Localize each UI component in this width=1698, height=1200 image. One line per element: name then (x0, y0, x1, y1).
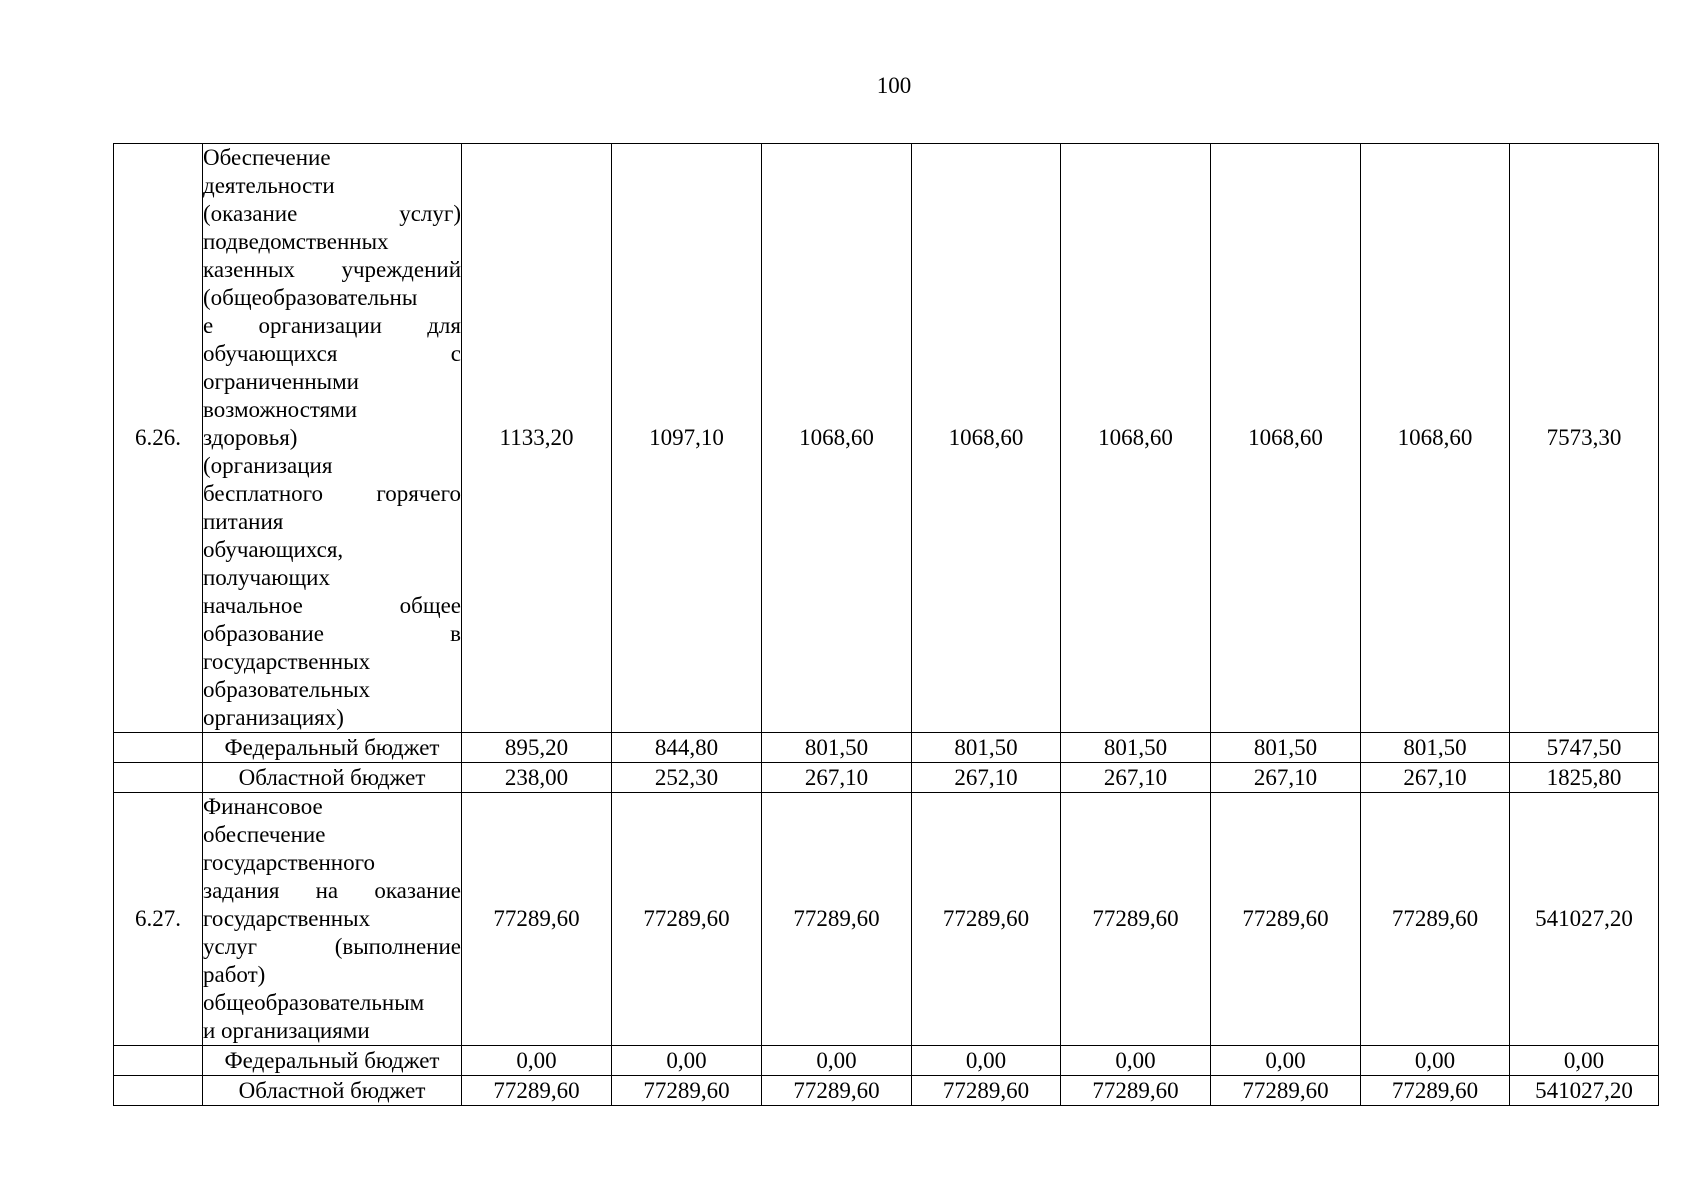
description-line: подведомственных (203, 229, 389, 254)
description-line: деятельности (203, 173, 335, 198)
item-number: 6.27. (114, 793, 203, 1046)
value-cell: 1068,60 (1211, 144, 1361, 733)
value-cell: 0,00 (1061, 1046, 1211, 1076)
item-description (203, 793, 462, 1046)
value-cell: 0,00 (462, 1046, 612, 1076)
description-line: обучающихся, (203, 537, 344, 562)
total-cell: 7573,30 (1510, 144, 1659, 733)
value-cell: 77289,60 (1061, 1076, 1211, 1106)
value-cell: 1068,60 (762, 144, 912, 733)
budget-source-label: Областной бюджет (203, 1076, 462, 1106)
value-cell: 252,30 (612, 763, 762, 793)
value-cell: 801,50 (762, 733, 912, 763)
budget-source-label: Федеральный бюджет (203, 733, 462, 763)
item-number: 6.26. (114, 144, 203, 733)
description-line: работ) (203, 962, 266, 987)
value-cell: 801,50 (912, 733, 1061, 763)
value-cell: 267,10 (1211, 763, 1361, 793)
table-row-item (114, 144, 1659, 733)
value-cell: 77289,60 (612, 1076, 762, 1106)
value-cell: 238,00 (462, 763, 612, 793)
description-line: начальное общее (203, 593, 461, 618)
item-number (114, 1076, 203, 1106)
description-line: бесплатного горячего (203, 481, 461, 506)
value-cell: 0,00 (612, 1046, 762, 1076)
total-cell: 541027,20 (1510, 1076, 1659, 1106)
value-cell: 1068,60 (912, 144, 1061, 733)
value-cell: 0,00 (762, 1046, 912, 1076)
value-cell: 77289,60 (912, 793, 1061, 1046)
description-line: (оказание услуг) (203, 201, 461, 226)
value-cell: 77289,60 (612, 793, 762, 1046)
table-row-federal (114, 1046, 1659, 1076)
table-body (114, 144, 1659, 1106)
value-cell: 77289,60 (462, 1076, 612, 1106)
value-cell: 844,80 (612, 733, 762, 763)
description-line: образовательных (203, 677, 371, 702)
description-line: обеспечение (203, 822, 326, 847)
description-line: получающих (203, 565, 330, 590)
total-cell: 1825,80 (1510, 763, 1659, 793)
table-row-item (114, 793, 1659, 1046)
description-line: обучающихся с (203, 341, 461, 366)
value-cell: 801,50 (1361, 733, 1510, 763)
description-line: задания на оказание (203, 878, 461, 903)
total-cell: 541027,20 (1510, 793, 1659, 1046)
description-line: здоровья) (203, 425, 298, 450)
value-cell: 77289,60 (762, 1076, 912, 1106)
value-cell: 1097,10 (612, 144, 762, 733)
budget-source-label: Федеральный бюджет (203, 1046, 462, 1076)
value-cell: 77289,60 (1361, 1076, 1510, 1106)
description-line: и организациями (203, 1018, 370, 1043)
value-cell: 267,10 (762, 763, 912, 793)
value-cell: 77289,60 (762, 793, 912, 1046)
description-line: организациях) (203, 705, 344, 730)
value-cell: 0,00 (1361, 1046, 1510, 1076)
description-line: (организация (203, 453, 333, 478)
value-cell: 1068,60 (1061, 144, 1211, 733)
description-line: образование в (203, 621, 461, 646)
description-line: государственного (203, 850, 375, 875)
value-cell: 1068,60 (1361, 144, 1510, 733)
description-line: питания (203, 509, 284, 534)
value-cell: 77289,60 (1361, 793, 1510, 1046)
table-row-federal (114, 733, 1659, 763)
description-line: возможностями (203, 397, 358, 422)
page-number: 100 (876, 73, 912, 98)
item-number (114, 1046, 203, 1076)
description-line: государственных (203, 906, 371, 931)
total-cell: 5747,50 (1510, 733, 1659, 763)
value-cell: 0,00 (1211, 1046, 1361, 1076)
description-line: общеобразовательным (203, 990, 425, 1015)
value-cell: 267,10 (912, 763, 1061, 793)
description-line: (общеобразовательны (203, 285, 418, 310)
description-line: государственных (203, 649, 371, 674)
description-line: Обеспечение (203, 145, 331, 170)
budget-source-label: Областной бюджет (203, 763, 462, 793)
value-cell: 77289,60 (462, 793, 612, 1046)
description-line: Финансовое (203, 794, 323, 819)
total-cell: 0,00 (1510, 1046, 1659, 1076)
table-row-regional (114, 763, 1659, 793)
value-cell: 267,10 (1061, 763, 1211, 793)
value-cell: 77289,60 (1061, 793, 1211, 1046)
value-cell: 895,20 (462, 733, 612, 763)
value-cell: 0,00 (912, 1046, 1061, 1076)
description-line: ограниченными (203, 369, 359, 394)
value-cell: 77289,60 (912, 1076, 1061, 1106)
value-cell: 267,10 (1361, 763, 1510, 793)
description-line: услуг (выполнение (203, 934, 461, 959)
item-number (114, 733, 203, 763)
budget-table (113, 143, 1659, 1106)
value-cell: 77289,60 (1211, 793, 1361, 1046)
item-number (114, 763, 203, 793)
table-row-regional (114, 1076, 1659, 1106)
value-cell: 801,50 (1211, 733, 1361, 763)
description-line: казенных учреждений (203, 257, 461, 282)
description-line: е организации для (203, 313, 461, 338)
value-cell: 1133,20 (462, 144, 612, 733)
item-description (203, 144, 462, 733)
value-cell: 801,50 (1061, 733, 1211, 763)
value-cell: 77289,60 (1211, 1076, 1361, 1106)
